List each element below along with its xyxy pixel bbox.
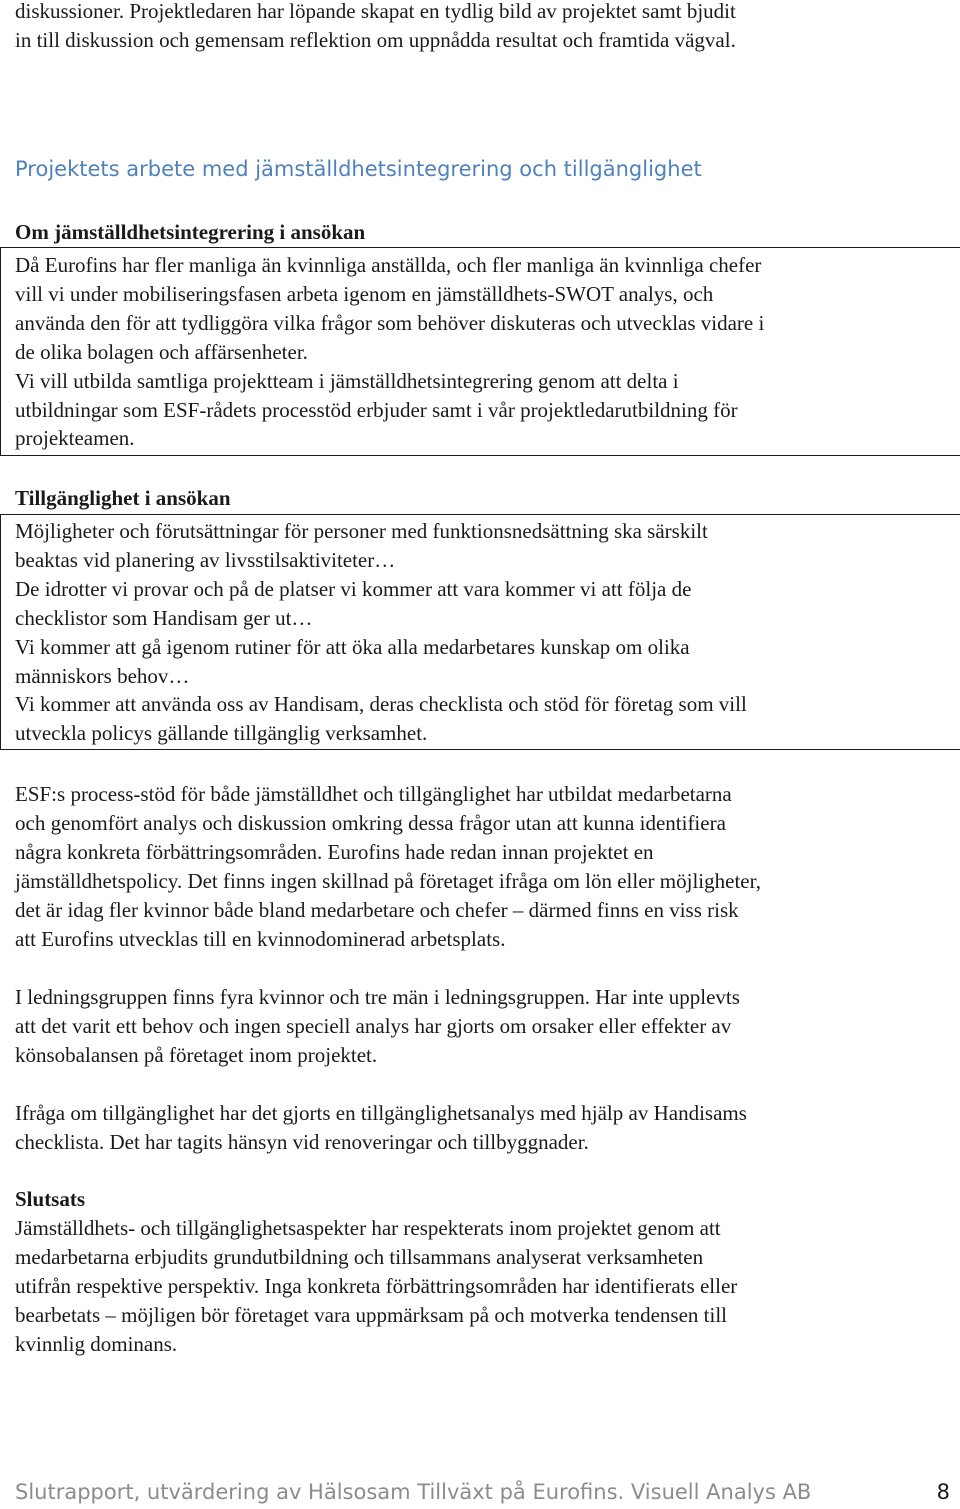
box2-paragraph bbox=[15, 517, 950, 748]
text-line: diskussioner. Projektledaren har löpande skapat en tydlig bild av projektet samt bjudit bbox=[15, 0, 736, 23]
box1-title: Om jämställdhetsintegrering i ansökan bbox=[15, 220, 366, 244]
box1-paragraph bbox=[15, 251, 950, 453]
text-line: utifrån respektive perspektiv. Inga konkreta förbättringsområden har identifierats eller bbox=[15, 1273, 738, 1298]
text-line: checklistor som Handisam ger ut… bbox=[15, 605, 313, 630]
text-line: och genomfört analys och diskussion omkring dessa frågor utan att kunna identifiera bbox=[15, 810, 726, 835]
text-line: kvinnlig dominans. bbox=[15, 1331, 178, 1356]
text-line: jämställdhetspolicy. Det finns ingen skillnad på företaget ifråga om lön eller möjligheter, bbox=[15, 868, 762, 893]
page-footer bbox=[15, 1480, 950, 1504]
text-line: beaktas vid planering av livsstilsaktiviteter… bbox=[15, 547, 396, 572]
text-line: Ifråga om tillgänglighet har det gjorts en tillgänglighetsanalys med hjälp av Handisams bbox=[15, 1101, 747, 1125]
text-line: Vi vill utbilda samtliga projektteam i jämställdhetsintegrering genom att delta i bbox=[15, 368, 679, 393]
slutsats-paragraph bbox=[15, 1214, 950, 1359]
footer-text: Slutrapport, utvärdering av Hälsosam Tillväxt på Eurofins. Visuell Analys AB bbox=[15, 1480, 812, 1504]
text-line: Vi kommer att använda oss av Handisam, deras checklista och stöd för företag som vill bbox=[15, 692, 747, 717]
text-line: människors behov… bbox=[15, 663, 190, 688]
text-line: Då Eurofins har fler manliga än kvinnliga anställda, och fler manliga än kvinnliga chefer bbox=[15, 253, 762, 277]
text-line: Vi kommer att gå igenom rutiner för att öka alla medarbetares kunskap om olika bbox=[15, 634, 690, 659]
slutsats-heading: Slutsats bbox=[15, 1187, 86, 1211]
text-line: De idrotter vi provar och på de platser vi kommer att vara kommer vi att följa de bbox=[15, 576, 692, 601]
esf-paragraph bbox=[15, 780, 950, 953]
tillganglighet-paragraph bbox=[15, 1099, 950, 1157]
text-line: använda den för att tydliggöra vilka frågor som behöver diskuteras och utvecklas vidare i bbox=[15, 310, 765, 335]
box2-title: Tillgänglighet i ansökan bbox=[15, 486, 231, 510]
text-line: I ledningsgruppen finns fyra kvinnor och tre män i ledningsgruppen. Har inte upplevts bbox=[15, 985, 740, 1009]
text-line: Jämställdhets- och tillgänglighetsaspekter har respekterats inom projektet genom att bbox=[15, 1216, 721, 1240]
text-line: könsobalansen på företaget inom projektet. bbox=[15, 1042, 378, 1067]
text-line: utbildningar som ESF-rådets processtöd erbjuder samt i vår projektledarutbildning för bbox=[15, 397, 738, 422]
text-line: ESF:s process-stöd för både jämställdhet och tillgänglighet har utbildat medarbetarna bbox=[15, 782, 732, 806]
text-line: checklista. Det har tagits hänsyn vid renoveringar och tillbyggnader. bbox=[15, 1129, 589, 1154]
text-line: utveckla policys gällande tillgänglig verksamhet. bbox=[15, 721, 428, 746]
text-line: Möjligheter och förutsättningar för personer med funktionsnedsättning ska särskilt bbox=[15, 519, 708, 543]
text-line: projekteamen. bbox=[15, 426, 135, 451]
page-number: 8 bbox=[936, 1480, 950, 1504]
text-line: att det varit ett behov och ingen speciell analys har gjorts om orsaker eller effekter av bbox=[15, 1013, 732, 1038]
text-line: att Eurofins utvecklas till en kvinnodominerad arbetsplats. bbox=[15, 926, 506, 951]
ledningsgrupp-paragraph bbox=[15, 983, 950, 1070]
intro-paragraph bbox=[15, 0, 945, 55]
text-line: in till diskussion och gemensam reflektion om uppnådda resultat och framtida vägval. bbox=[15, 28, 736, 52]
text-line: medarbetarna erbjudits grundutbildning och tillsammans analyserat verksamheten bbox=[15, 1244, 704, 1269]
text-line: några konkreta förbättringsområden. Eurofins hade redan innan projektet en bbox=[15, 839, 654, 864]
section-heading: Projektets arbete med jämställdhetsintegrering och tillgänglighet bbox=[15, 157, 702, 181]
text-line: de olika bolagen och affärsenheter. bbox=[15, 339, 308, 364]
text-line: vill vi under mobiliseringsfasen arbeta igenom en jämställdhets-SWOT analys, och bbox=[15, 281, 714, 306]
text-line: det är idag fler kvinnor både bland medarbetare och chefer – därmed finns en viss risk bbox=[15, 897, 739, 922]
text-line: bearbetats – möjligen bör företaget vara uppmärksam på och motverka tendensen till bbox=[15, 1302, 728, 1327]
